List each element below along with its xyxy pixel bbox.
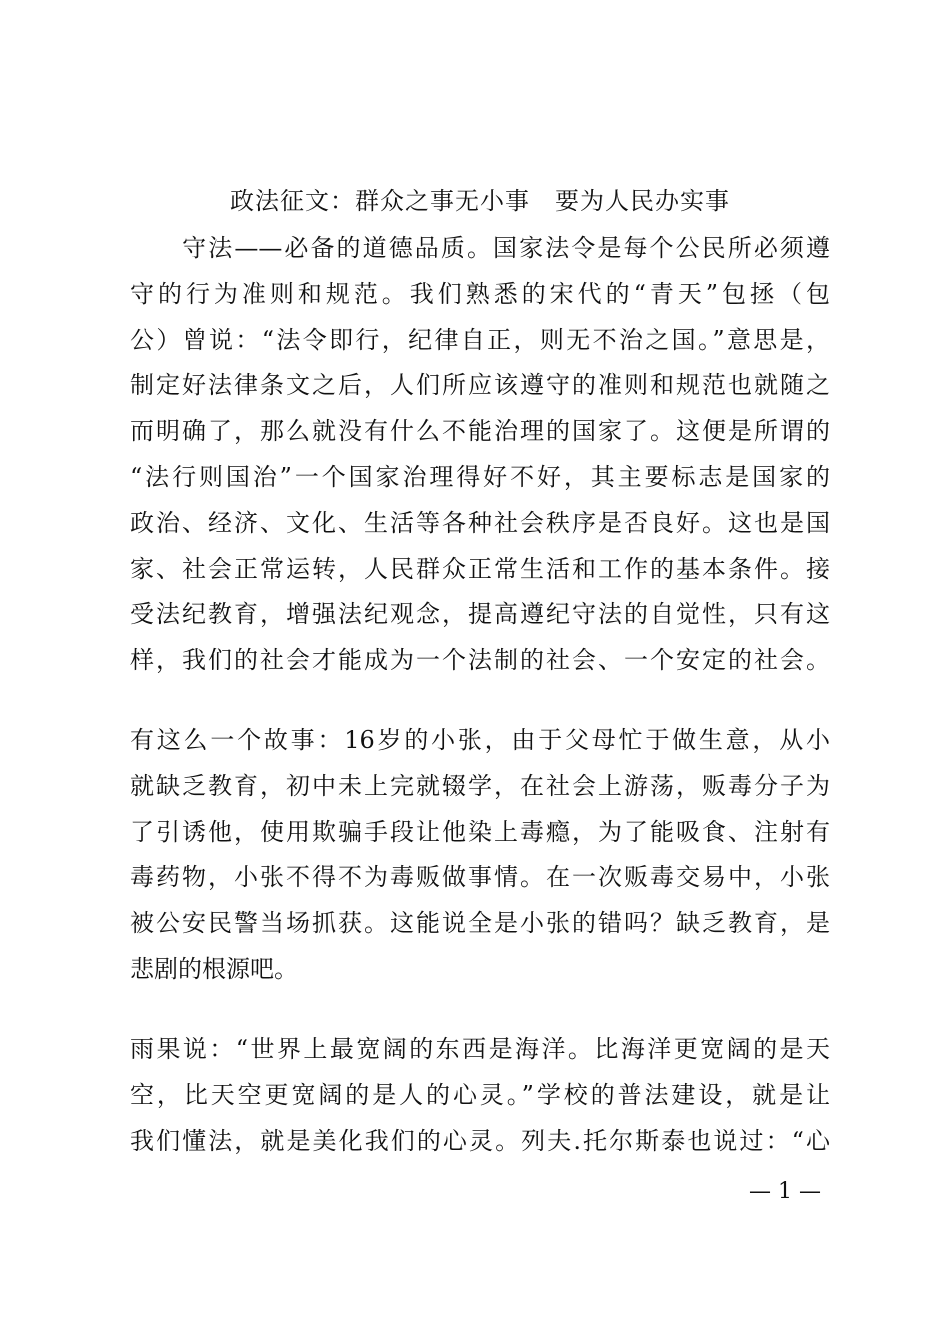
paragraph-line: 家、社会正常运转，人民群众正常生活和工作的基本条件。接 <box>130 554 830 583</box>
paragraph-line: 雨果说：“世界上最宽阔的东西是海洋。比海洋更宽阔的是天 <box>130 1035 830 1063</box>
paragraph-line: 了引诱他，使用欺骗手段让他染上毒瘾，为了能吸食、注射有 <box>130 817 830 846</box>
paragraph-line: 样，我们的社会才能成为一个法制的社会、一个安定的社会。 <box>130 646 830 675</box>
document-title: 政法征文：群众之事无小事 要为人民办实事 <box>230 187 730 215</box>
paragraph-1 <box>130 226 830 684</box>
paragraph-line: 被公安民警当场抓获。这能说全是小张的错吗？缺乏教育，是 <box>130 909 830 938</box>
paragraph-3 <box>130 1027 830 1164</box>
paragraph-line: 而明确了，那么就没有什么不能治理的国家了。这便是所谓的 <box>130 417 830 446</box>
paragraph-line: 悲剧的根源吧。 <box>130 954 298 983</box>
paragraph-line: 受法纪教育，增强法纪观念，提高遵纪守法的自觉性，只有这 <box>130 600 830 629</box>
paragraph-line: 就缺乏教育，初中未上完就辍学，在社会上游荡，贩毒分子为 <box>130 771 830 800</box>
paragraph-line: 守的行为准则和规范。我们熟悉的宋代的“青天”包拯（包 <box>130 279 830 308</box>
paragraph-line: 有这么一个故事：16岁的小张，由于父母忙于做生意，从小 <box>130 726 830 754</box>
paragraph-line: 我们懂法，就是美化我们的心灵。列夫.托尔斯泰也说过：“心 <box>130 1126 830 1155</box>
paragraph-line: “法行则国治”一个国家治理得好不好，其主要标志是国家的 <box>130 462 830 491</box>
paragraph-line: 政治、经济、文化、生活等各种社会秩序是否良好。这也是国 <box>130 508 830 537</box>
paragraph-line: 空，比天空更宽阔的是人的心灵。”学校的普法建设，就是让 <box>130 1080 830 1109</box>
paragraph-2 <box>130 718 830 993</box>
paragraph-line: 公）曾说：“法令即行，纪律自正，则无不治之国。”意思是， <box>130 325 830 354</box>
paragraph-line: 守法——必备的道德品质。国家法令是每个公民所必须遵 <box>130 234 830 262</box>
paragraph-line: 毒药物，小张不得不为毒贩做事情。在一次贩毒交易中，小张 <box>130 863 830 892</box>
paragraph-line: 制定好法律条文之后，人们所应该遵守的准则和规范也就随之 <box>130 371 830 400</box>
page-number: — 1 — <box>749 1179 821 1204</box>
